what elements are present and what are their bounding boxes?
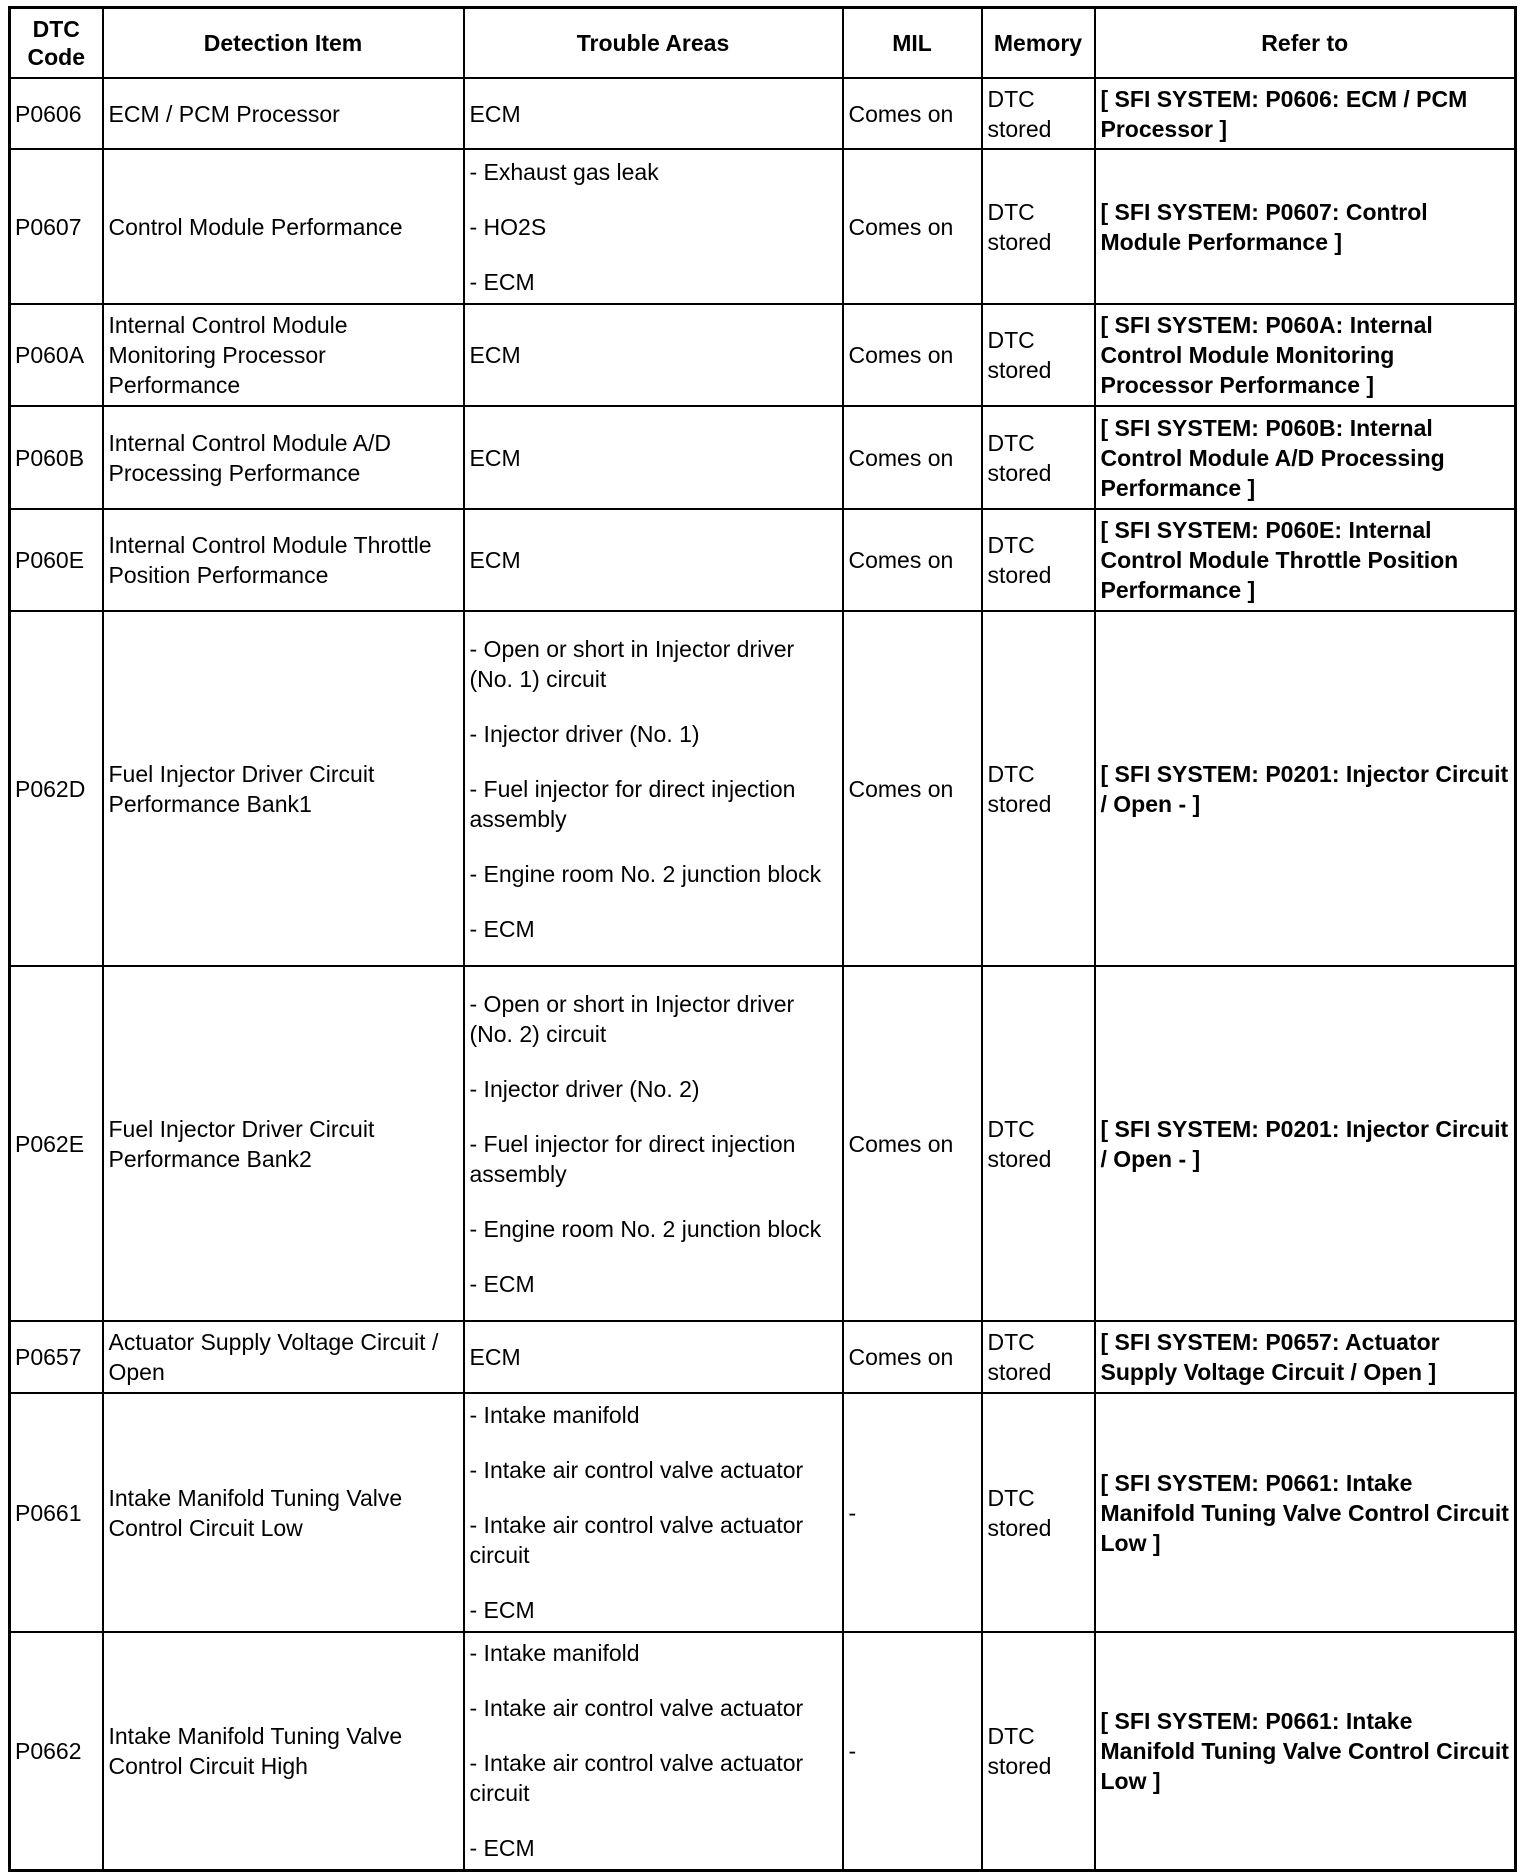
detection-item-cell: Control Module Performance xyxy=(103,149,464,304)
mil-cell: Comes on xyxy=(843,509,982,611)
header-memory: Memory xyxy=(982,8,1095,79)
trouble-area-item: - Fuel injector for direct injection assembly xyxy=(469,1130,796,1187)
detection-item-cell: ECM / PCM Processor xyxy=(103,78,464,149)
mil-cell: Comes on xyxy=(843,966,982,1321)
trouble-area-item: - Intake air control valve actuator circuit xyxy=(469,1750,804,1807)
memory-cell: DTC stored xyxy=(982,611,1095,966)
trouble-area-item: - Engine room No. 2 junction block xyxy=(469,860,822,887)
memory-cell: DTC stored xyxy=(982,149,1095,304)
dtc-code-cell: P0606 xyxy=(10,78,103,149)
dtc-table xyxy=(8,6,1517,1872)
trouble-area-item: - ECM xyxy=(469,1835,535,1862)
mil-cell: - xyxy=(843,1393,982,1632)
header-row xyxy=(10,8,1516,79)
trouble-area-item: - Exhaust gas leak xyxy=(469,158,659,185)
memory-cell: DTC stored xyxy=(982,304,1095,406)
refer-to-cell: [ SFI SYSTEM: P060A: Internal Control Module Monitoring Processor Performance ] xyxy=(1095,304,1516,406)
mil-cell: Comes on xyxy=(843,78,982,149)
trouble-area-item: - HO2S xyxy=(469,213,547,240)
header-detection-item: Detection Item xyxy=(103,8,464,79)
trouble-area-item: - Intake air control valve actuator circuit xyxy=(469,1512,804,1568)
dtc-code-cell: P0662 xyxy=(10,1632,103,1870)
memory-cell: DTC stored xyxy=(982,1321,1095,1393)
mil-cell: Comes on xyxy=(843,304,982,406)
detection-item-cell: Intake Manifold Tuning Valve Control Circuit High xyxy=(103,1632,464,1870)
table-row xyxy=(10,611,1516,966)
detection-item-cell: Internal Control Module A/D Processing Performance xyxy=(103,406,464,509)
trouble-area-item: ECM xyxy=(469,342,521,368)
trouble-area-item: - Injector driver (No. 1) xyxy=(469,720,700,747)
trouble-area-item: - ECM xyxy=(469,268,535,295)
trouble-area-item: - ECM xyxy=(469,1270,535,1297)
memory-cell: DTC stored xyxy=(982,509,1095,611)
refer-to-cell: [ SFI SYSTEM: P0657: Actuator Supply Voltage Circuit / Open ] xyxy=(1095,1321,1516,1393)
refer-to-cell: [ SFI SYSTEM: P060B: Internal Control Module A/D Processing Performance ] xyxy=(1095,406,1516,509)
trouble-area-item: - Intake manifold xyxy=(469,1402,640,1428)
trouble-areas-cell xyxy=(464,149,843,304)
detection-item-cell: Fuel Injector Driver Circuit Performance Bank1 xyxy=(103,611,464,966)
trouble-areas-cell xyxy=(464,406,843,509)
dtc-code-cell: P062D xyxy=(10,611,103,966)
trouble-area-item: - Intake manifold xyxy=(469,1640,640,1667)
trouble-areas-cell xyxy=(464,1321,843,1393)
refer-to-cell: [ SFI SYSTEM: P0607: Control Module Performance ] xyxy=(1095,149,1516,304)
refer-to-cell: [ SFI SYSTEM: P0606: ECM / PCM Processor ] xyxy=(1095,78,1516,149)
memory-cell: DTC stored xyxy=(982,1632,1095,1870)
mil-cell: Comes on xyxy=(843,1321,982,1393)
table-row xyxy=(10,1632,1516,1870)
refer-to-cell: [ SFI SYSTEM: P0661: Intake Manifold Tuning Valve Control Circuit Low ] xyxy=(1095,1393,1516,1632)
mil-cell: - xyxy=(843,1632,982,1870)
mil-cell: Comes on xyxy=(843,406,982,509)
header-refer-to: Refer to xyxy=(1095,8,1516,79)
table-row xyxy=(10,304,1516,406)
table-row xyxy=(10,509,1516,611)
refer-to-cell: [ SFI SYSTEM: P060E: Internal Control Module Throttle Position Performance ] xyxy=(1095,509,1516,611)
table-row xyxy=(10,406,1516,509)
refer-to-cell: [ SFI SYSTEM: P0201: Injector Circuit / Open - ] xyxy=(1095,611,1516,966)
trouble-areas-cell xyxy=(464,78,843,149)
dtc-code-cell: P060E xyxy=(10,509,103,611)
mil-cell: Comes on xyxy=(843,611,982,966)
refer-to-cell: [ SFI SYSTEM: P0201: Injector Circuit / Open - ] xyxy=(1095,966,1516,1321)
table-row xyxy=(10,1393,1516,1632)
table-row xyxy=(10,149,1516,304)
trouble-area-item: - Intake air control valve actuator xyxy=(469,1695,804,1722)
memory-cell: DTC stored xyxy=(982,406,1095,509)
header-trouble-areas: Trouble Areas xyxy=(464,8,843,79)
table-row xyxy=(10,78,1516,149)
trouble-area-item: - Engine room No. 2 junction block xyxy=(469,1215,822,1242)
memory-cell: DTC stored xyxy=(982,966,1095,1321)
header-mil: MIL xyxy=(843,8,982,79)
trouble-area-item: - Open or short in Injector driver (No. 1) circuit xyxy=(469,635,795,692)
trouble-areas-cell xyxy=(464,611,843,966)
trouble-areas-cell xyxy=(464,1393,843,1632)
dtc-code-cell: P060B xyxy=(10,406,103,509)
refer-to-cell: [ SFI SYSTEM: P0661: Intake Manifold Tuning Valve Control Circuit Low ] xyxy=(1095,1632,1516,1870)
trouble-area-item: - ECM xyxy=(469,1597,535,1623)
trouble-area-item: ECM xyxy=(469,547,521,573)
detection-item-cell: Internal Control Module Throttle Position Performance xyxy=(103,509,464,611)
dtc-code-cell: P0661 xyxy=(10,1393,103,1632)
dtc-code-cell: P062E xyxy=(10,966,103,1321)
trouble-area-item: - Open or short in Injector driver (No. 2) circuit xyxy=(469,990,795,1047)
memory-cell: DTC stored xyxy=(982,78,1095,149)
dtc-code-cell: P0607 xyxy=(10,149,103,304)
detection-item-cell: Actuator Supply Voltage Circuit / Open xyxy=(103,1321,464,1393)
trouble-areas-cell xyxy=(464,966,843,1321)
header-dtc-code: DTC Code xyxy=(10,8,103,79)
trouble-area-item: ECM xyxy=(469,444,521,471)
trouble-area-item: - Fuel injector for direct injection assembly xyxy=(469,775,796,832)
mil-cell: Comes on xyxy=(843,149,982,304)
trouble-areas-cell xyxy=(464,304,843,406)
detection-item-cell: Fuel Injector Driver Circuit Performance Bank2 xyxy=(103,966,464,1321)
table-row xyxy=(10,966,1516,1321)
memory-cell: DTC stored xyxy=(982,1393,1095,1632)
trouble-areas-cell xyxy=(464,1632,843,1870)
trouble-area-item: ECM xyxy=(469,100,521,127)
dtc-code-cell: P060A xyxy=(10,304,103,406)
trouble-area-item: - Injector driver (No. 2) xyxy=(469,1075,700,1102)
trouble-areas-cell xyxy=(464,509,843,611)
table-row xyxy=(10,1321,1516,1393)
trouble-area-item: - ECM xyxy=(469,915,535,942)
dtc-code-cell: P0657 xyxy=(10,1321,103,1393)
detection-item-cell: Intake Manifold Tuning Valve Control Circuit Low xyxy=(103,1393,464,1632)
trouble-area-item: - Intake air control valve actuator xyxy=(469,1457,804,1483)
trouble-area-item: ECM xyxy=(469,1344,521,1370)
table-body xyxy=(10,78,1516,1870)
detection-item-cell: Internal Control Module Monitoring Processor Performance xyxy=(103,304,464,406)
